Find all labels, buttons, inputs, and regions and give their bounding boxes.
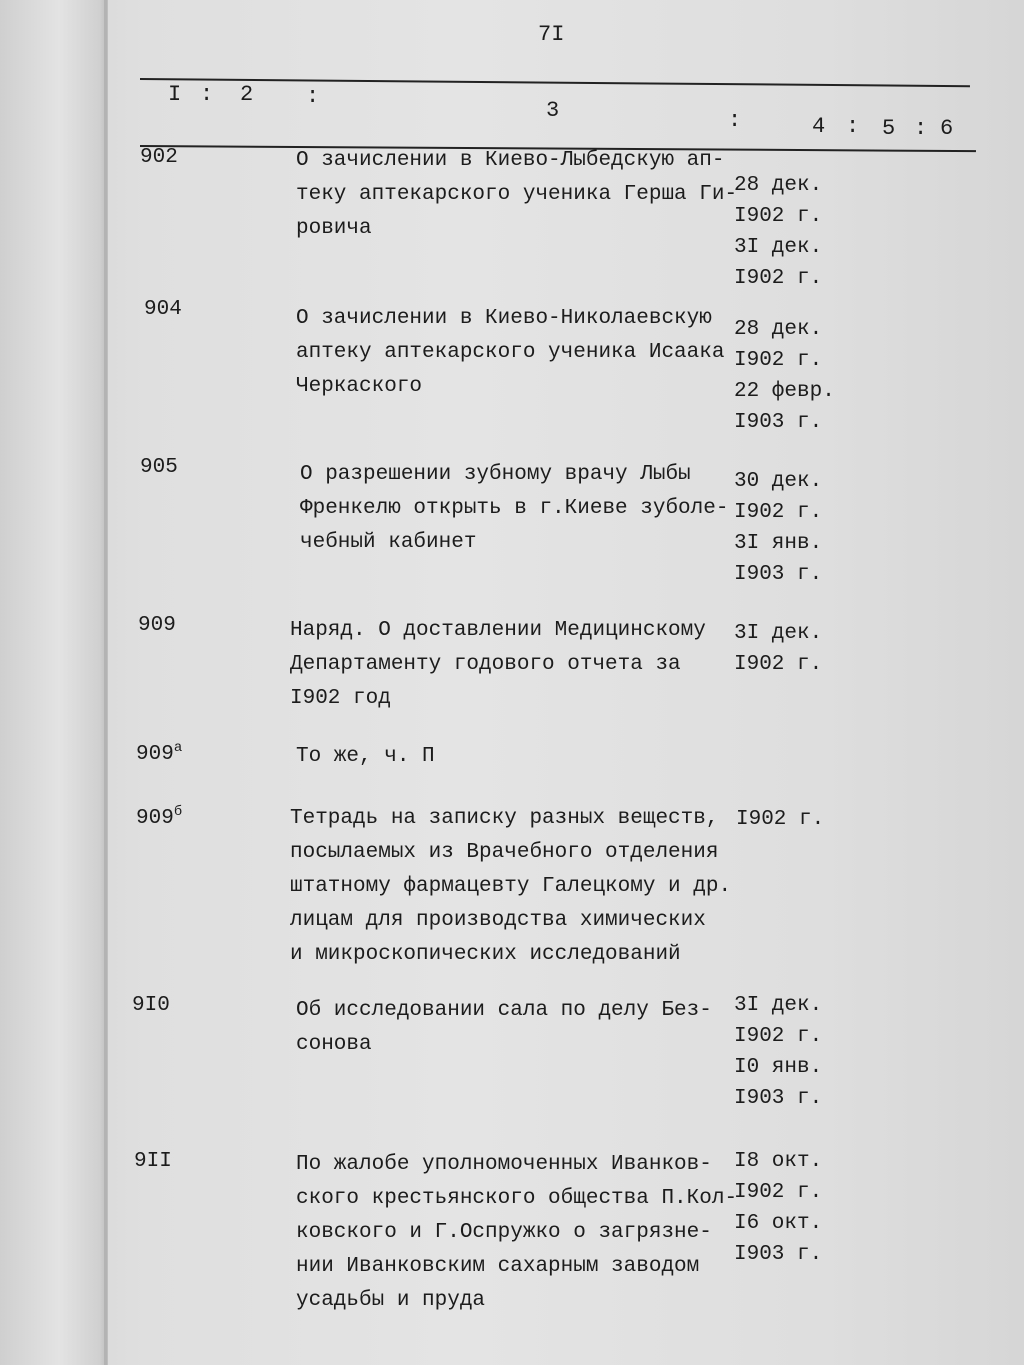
record-date-line: I903 г. (734, 1087, 823, 1110)
record-dates (734, 1146, 822, 1270)
record-number: 904 (144, 298, 182, 321)
record-title-line: и микроскопических исследований (290, 943, 681, 966)
record-title-line: посылаемых из Врачебного отделения (290, 841, 719, 864)
record-dates (734, 990, 822, 1114)
record-number: 902 (140, 146, 178, 169)
record-title (290, 802, 731, 972)
record-title-line: аптеку аптекарского ученика Исаака (296, 341, 725, 364)
record-number: 9I0 (132, 994, 170, 1017)
column-2-header: 2 (240, 82, 254, 107)
record-date-line: 3I дек. (734, 622, 823, 645)
record-title-line: О зачислении в Киево-Николаевскую (296, 307, 712, 330)
header-rule-top (140, 78, 970, 87)
record-number-suffix: б (173, 804, 183, 820)
record-title-line: ровича (296, 217, 372, 240)
record-date-line: I902 г. (734, 205, 823, 228)
column-separator: : (306, 84, 320, 109)
record-title-line: ского крестьянского общества П.Кол- (296, 1187, 738, 1210)
record-number (136, 740, 182, 766)
record-title (300, 458, 728, 560)
record-dates (734, 170, 822, 294)
column-6-header: 6 (940, 116, 954, 141)
record-date-line: I902 г. (734, 501, 823, 524)
record-title-line: Черкаского (296, 375, 423, 398)
record-date-line: I6 окт. (734, 1212, 823, 1235)
record-title-line: Френкелю открыть в г.Киеве зуболе- (300, 497, 729, 520)
record-number: 905 (140, 456, 178, 479)
record-title-line: сонова (296, 1033, 372, 1056)
record-date-line: 28 дек. (734, 318, 823, 341)
record-date-line: 22 февр. (734, 380, 835, 403)
column-4-header: 4 (812, 114, 826, 139)
record-date-line: I903 г. (734, 1243, 823, 1266)
record-title (296, 1148, 737, 1318)
record-date-line: I902 г. (734, 267, 823, 290)
record-date-line: 3I янв. (734, 532, 823, 555)
record-dates (736, 804, 824, 835)
record-title-line: Департаменту годового отчета за (290, 653, 681, 676)
fold-edge (104, 0, 107, 1365)
record-date-line: 30 дек. (734, 470, 823, 493)
record-title-line: Наряд. О доставлении Медицинскому (290, 619, 706, 642)
record-title-line: штатному фармацевту Галецкому и др. (290, 875, 732, 898)
record-title-line: I902 год (290, 687, 391, 710)
column-5-header: 5 (882, 116, 896, 141)
record-title-line: О зачислении в Киево-Лыбедскую ап- (296, 149, 725, 172)
column-separator: : (846, 114, 860, 139)
record-number: 909 (138, 614, 176, 637)
column-3-header: 3 (546, 98, 560, 123)
column-separator: : (200, 82, 214, 107)
record-date-line: I903 г. (734, 411, 823, 434)
record-date-line: I0 янв. (734, 1056, 823, 1079)
record-date-line: 3I дек. (734, 994, 823, 1017)
record-number (136, 804, 182, 830)
record-date-line: 3I дек. (734, 236, 823, 259)
record-date-line: I8 окт. (734, 1150, 823, 1173)
record-title-line: нии Иванковским сахарным заводом (296, 1255, 700, 1278)
record-title-line: теку аптекарского ученика Герша Ги- (296, 183, 738, 206)
record-date-line: I902 г. (734, 349, 823, 372)
record-date-line: I902 г. (734, 1181, 823, 1204)
record-dates (734, 618, 822, 680)
column-separator: : (914, 116, 928, 141)
record-date-line: 28 дек. (734, 174, 823, 197)
column-separator: : (728, 108, 742, 133)
record-title (296, 144, 737, 246)
record-title-line: усадьбы и пруда (296, 1289, 486, 1312)
record-title-line: лицам для производства химических (290, 909, 706, 932)
record-title (296, 302, 724, 404)
page-number: 7I (538, 22, 565, 47)
record-number: 9II (134, 1150, 172, 1173)
record-title-line: То же, ч. П (296, 745, 435, 768)
record-date-line: I903 г. (734, 563, 823, 586)
record-number-main: 909 (136, 807, 174, 830)
record-title-line: О разрешении зубному врачу Лыбы (300, 463, 691, 486)
record-date-line: I902 г. (734, 1025, 823, 1048)
record-title (296, 740, 435, 774)
record-title-line: ковского и Г.Оспружко о загрязне- (296, 1221, 712, 1244)
record-title-line: По жалобе уполномоченных Иванков- (296, 1153, 712, 1176)
column-1-header: I (168, 82, 182, 107)
record-number-suffix: а (173, 740, 183, 756)
record-title (290, 614, 706, 716)
record-date-line: I902 г. (734, 653, 823, 676)
page-fold (0, 0, 108, 1365)
record-number-main: 909 (136, 743, 174, 766)
record-title-line: Об исследовании сала по делу Без- (296, 999, 712, 1022)
record-date-line: I902 г. (736, 808, 825, 831)
record-title-line: Тетрадь на записку разных веществ, (290, 807, 719, 830)
record-dates (734, 314, 835, 438)
record-dates (734, 466, 822, 590)
record-title-line: чебный кабинет (300, 531, 477, 554)
record-title (296, 994, 712, 1062)
